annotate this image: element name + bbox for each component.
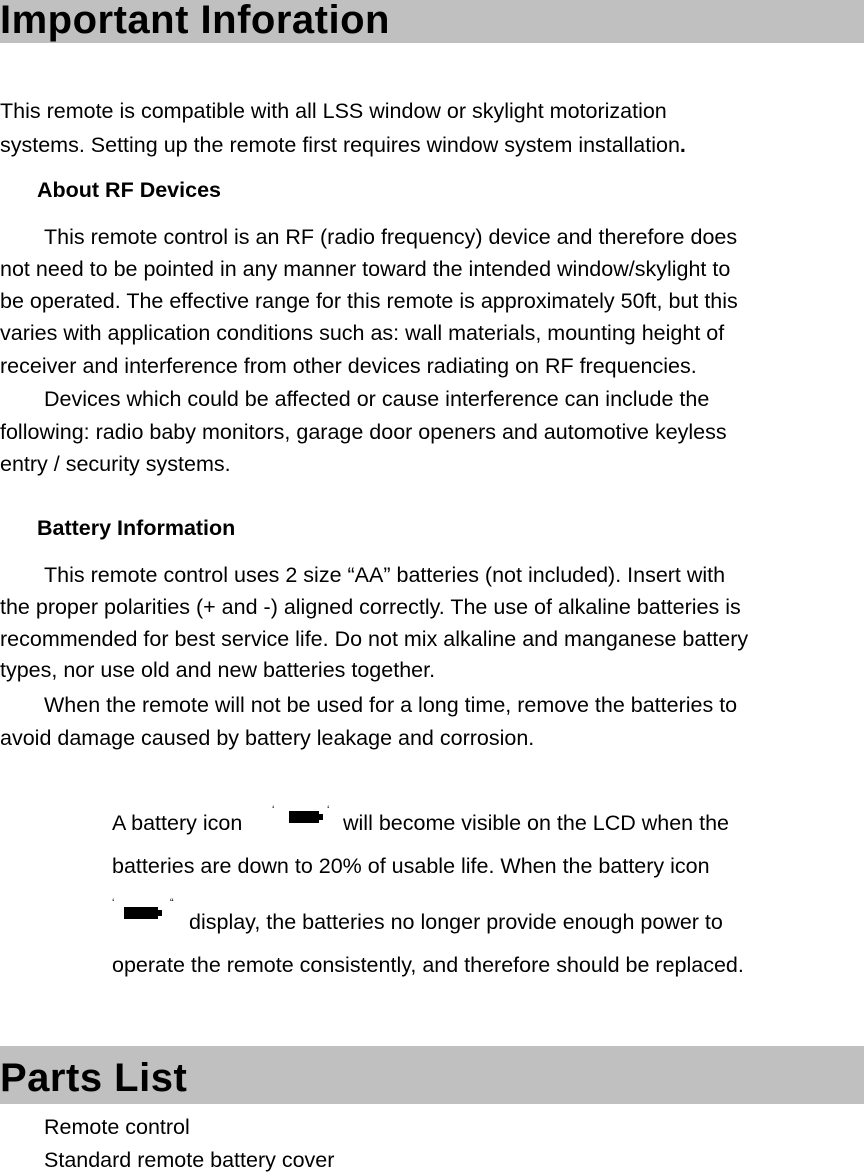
rf-line: entry / security systems. [0, 452, 231, 476]
battery-line: This remote control uses 2 size “AA” batteries (not included). Insert with [44, 563, 726, 587]
intro-line-1: This remote is compatible with all LSS window or skylight motorization [0, 99, 667, 123]
battery-tip-icon [319, 814, 323, 820]
battery-note-line-4: operate the remote consistently, and therefore should be replaced. [112, 953, 744, 977]
quote-mark-icon: ‘ [112, 897, 115, 909]
rf-line: not need to be pointed in any manner toward the intended window/skylight to [0, 257, 731, 281]
battery-line: the proper polarities (+ and -) aligned correctly. The use of alkaline batteries is [0, 595, 741, 619]
battery-line: types, nor use old and new batteries together. [0, 658, 436, 682]
battery-body-icon [124, 907, 158, 919]
battery-line: When the remote will not be used for a long time, remove the batteries to [44, 693, 738, 717]
battery-low-icon [112, 898, 182, 924]
intro-line-2-end: . [679, 133, 686, 157]
battery-note-line-1-after: will become visible on the LCD when the [343, 811, 730, 835]
quote-mark-icon: ‘ [327, 804, 330, 816]
rf-line: receiver and interference from other devices radiating on RF frequencies. [0, 354, 697, 378]
battery-note-line-2: batteries are down to 20% of usable life. When the battery icon [112, 854, 710, 878]
rf-line: Devices which could be affected or cause interference can include the [44, 387, 710, 411]
intro-line-2-text: systems. Setting up the remote first requires window system installation [0, 133, 680, 157]
rf-line: following: radio baby monitors, garage door openers and automotive keyless [0, 420, 727, 444]
battery-line: avoid damage caused by battery leakage and corrosion. [0, 726, 535, 750]
battery-note-line-3: display, the batteries no longer provide enough power to [189, 910, 723, 934]
parts-title: Parts List [0, 1056, 188, 1100]
rf-heading: About RF Devices [37, 178, 221, 202]
quote-mark-icon: ‘ [272, 804, 275, 816]
important-title: Important Inforation [0, 0, 390, 42]
battery-heading: Battery Information [37, 516, 236, 540]
rf-line: varies with application conditions such as: wall materials, mounting height of [0, 321, 725, 345]
rf-line: This remote control is an RF (radio frequency) device and therefore does [44, 225, 738, 249]
quote-mark-icon: “ [170, 897, 174, 909]
intro-line-2 [0, 132, 686, 158]
parts-item: Standard remote battery cover [44, 1148, 335, 1172]
battery-line: recommended for best service life. Do not mix alkaline and manganese battery [0, 627, 749, 651]
battery-low-icon [272, 805, 336, 829]
parts-item: Remote control [44, 1115, 190, 1139]
battery-tip-icon [158, 910, 162, 916]
battery-body-icon [289, 811, 319, 823]
battery-note-line-1: A battery icon [112, 811, 243, 835]
rf-line: be operated. The effective range for this remote is approximately 50ft, but this [0, 289, 738, 313]
